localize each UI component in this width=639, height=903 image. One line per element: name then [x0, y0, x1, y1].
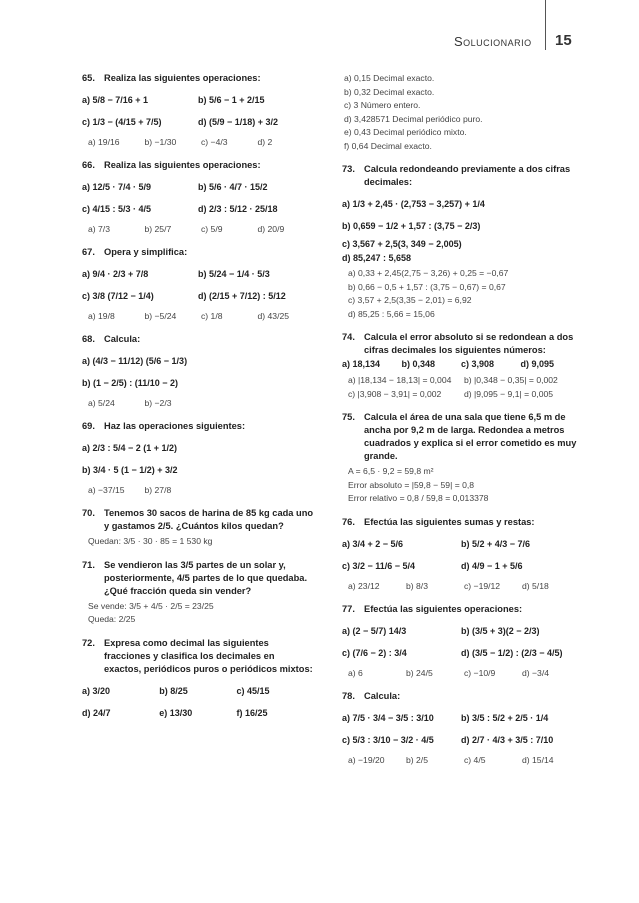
answer-a: a) 19/8 — [88, 311, 115, 321]
answer-c: c) −19/12 — [464, 580, 501, 591]
exercise-67 — [82, 246, 314, 323]
exercise-number: 68. — [82, 334, 95, 344]
item-d: d) 24/7 — [82, 707, 111, 718]
item-d: d) 2/7 · 4/3 + 3/5 : 7/10 — [461, 734, 554, 745]
exercise-number: 76. — [342, 516, 355, 527]
answer-b: b) 24/5 — [406, 667, 433, 678]
exercise-number: 70. — [82, 508, 95, 518]
answer-d: d) 2 — [257, 137, 273, 147]
page-number: 15 — [555, 32, 572, 49]
exercise-items — [342, 357, 580, 371]
item-d: d) (3/5 − 1/2) : (2/3 − 4/5) — [461, 647, 563, 658]
item-a: a) 3/20 — [82, 685, 111, 696]
answer-a: a) −19/20 — [348, 754, 385, 765]
exercise-number: 67. — [82, 247, 95, 257]
item-d: d) 85,247 : 5,658 — [342, 253, 412, 263]
answer-b: b) |0,348 − 0,35| = 0,002 — [464, 375, 558, 385]
solution-line: d) 85,25 : 5,66 = 15,06 — [348, 308, 435, 319]
exercise-number: 78. — [342, 690, 355, 701]
exercise-statement: Tenemos 30 sacos de harina de 85 kg cada uno y gastamos 2/5. ¿Cuántos kilos quedan? — [104, 508, 314, 531]
item-b: b) (3/5 + 3)(2 − 2/3) — [461, 625, 540, 636]
item-a: a) 1/3 + 2,45 · (2,753 − 3,257) + 1/4 — [342, 199, 485, 209]
exercise-number: 72. — [82, 637, 95, 648]
exercise-69 — [82, 420, 314, 497]
solution-line: c) 3,57 + 2,5(3,35 − 2,01) = 6,92 — [348, 295, 472, 305]
item-c: c) 5/3 : 3/10 − 3/2 · 4/5 — [342, 734, 434, 745]
exercise-statement: Calcula el área de una sala que tiene 6,5 m de ancha por 9,2 m de larga. Redondea a metros cuadrados y explica si el error cometido es muy grande. — [364, 412, 577, 461]
item-b: b) 5/6 · 4/7 · 15/2 — [198, 182, 268, 192]
exercise-items — [342, 193, 580, 265]
item-a: a) 7/5 · 3/4 − 3/5 : 3/10 — [342, 712, 434, 723]
exercise-number: 74. — [342, 332, 355, 342]
item-b: b) (1 − 2/5) : (11/10 − 2) — [82, 378, 179, 388]
item-a: a) 12/5 · 7/4 · 5/9 — [82, 182, 152, 192]
exercise-number: 66. — [82, 160, 95, 170]
exercise-statement: Calcula: — [104, 334, 141, 344]
item-a: a) 2/3 : 5/4 − 2 (1 + 1/2) — [82, 443, 178, 453]
item-c: c) 45/15 — [236, 685, 270, 696]
answer-b: b) 0,32 Decimal exacto. — [344, 86, 435, 97]
item-a: a) 5/8 − 7/16 + 1 — [82, 95, 149, 105]
exercise-number: 71. — [82, 559, 95, 570]
solution — [342, 465, 580, 506]
exercise-73 — [342, 163, 580, 321]
item-e: e) 13/30 — [159, 707, 193, 718]
answer-c: c) −4/3 — [201, 137, 228, 147]
solution-line: A = 6,5 · 9,2 = 59,8 m² — [348, 466, 434, 476]
item-c: c) 3/8 (7/12 − 1/4) — [82, 291, 154, 301]
item-b: b) 5/6 − 1 + 2/15 — [198, 95, 265, 105]
answer-b: b) 8/3 — [406, 580, 428, 591]
answers — [342, 666, 580, 680]
answers — [342, 579, 580, 593]
exercise-65 — [82, 72, 314, 149]
answer-c: c) 5/9 — [201, 224, 223, 234]
answer-b: b) −5/24 — [144, 311, 177, 321]
exercise-77 — [342, 603, 580, 680]
item-b: b) 0,659 − 1/2 + 1,57 : (3,75 − 2/3) — [342, 221, 481, 231]
solution — [342, 267, 580, 321]
exercise-items — [342, 533, 580, 577]
header-title: Solucionario — [454, 34, 532, 49]
exercise-number: 75. — [342, 412, 355, 422]
item-b: b) 5/2 + 4/3 − 7/6 — [461, 538, 531, 549]
item-c: c) 3/2 − 11/6 − 5/4 — [342, 560, 416, 571]
item-b: b) 0,348 — [401, 359, 436, 369]
exercise-statement: Calcula el error absoluto si se redondean a dos cifras decimales los siguientes números: — [364, 332, 574, 355]
exercise-76 — [342, 516, 580, 593]
answer-a: a) 6 — [348, 667, 363, 678]
answers — [342, 753, 580, 767]
item-b: b) 3/4 · 5 (1 − 1/2) + 3/2 — [82, 465, 178, 475]
exercise-statement: Opera y simplifica: — [104, 247, 188, 257]
exercise-statement: Realiza las siguientes operaciones: — [104, 73, 261, 83]
exercise-66 — [82, 159, 314, 236]
solution-line: Queda: 2/25 — [88, 614, 136, 624]
answer-b: b) −1/30 — [144, 137, 177, 147]
solution-line: b) 0,66 − 0,5 + 1,57 : (3,75 − 0,67) = 0,67 — [348, 281, 506, 292]
left-column — [82, 72, 314, 734]
item-a: a) 9/4 · 2/3 + 7/8 — [82, 269, 149, 279]
answer-e: e) 0,43 Decimal periódico mixto. — [344, 127, 467, 137]
exercise-70 — [82, 507, 314, 549]
answer-a: a) 23/12 — [348, 580, 380, 591]
answer-a: a) 0,15 Decimal exacto. — [344, 73, 435, 83]
answer-b: b) −2/3 — [144, 398, 172, 408]
answer-d: d) −3/4 — [522, 667, 549, 678]
answer-d: d) 3,428571 Decimal periódico puro. — [344, 113, 483, 124]
item-b: b) 3/5 : 5/2 + 2/5 · 1/4 — [461, 712, 549, 723]
answer-c: c) |3,908 − 3,91| = 0,002 — [348, 389, 442, 399]
answer-b: b) 2/5 — [406, 754, 428, 765]
item-c: c) (7/6 − 2) : 3/4 — [342, 647, 407, 658]
exercise-statement: Calcula redondeando previamente a dos cifras decimales: — [364, 164, 571, 187]
solution-line: a) 0,33 + 2,45(2,75 − 3,26) + 0,25 = −0,67 — [348, 268, 509, 278]
item-a: a) (4/3 − 11/12) (5/6 − 1/3) — [82, 356, 188, 366]
answer-d: d) 5/18 — [522, 580, 549, 591]
item-d: d) (5/9 − 1/18) + 3/2 — [198, 117, 279, 127]
exercise-items — [342, 707, 580, 751]
answer-d: d) 43/25 — [257, 311, 290, 321]
answer-c: c) 3 Número entero. — [344, 100, 421, 110]
answer-f: f) 0,64 Decimal exacto. — [344, 140, 432, 151]
exercise-78 — [342, 690, 580, 767]
solution-line: Error relativo = 0,8 / 59,8 = 0,013378 — [348, 493, 489, 503]
right-column — [342, 72, 580, 777]
answer-d: d) 20/9 — [257, 224, 285, 234]
answers — [82, 309, 314, 323]
exercise-items — [82, 437, 314, 481]
exercise-statement: Expresa como decimal las siguientes fracciones y clasifica los decimales en exactos, periódicos puros o periódicos mixtos: — [104, 637, 313, 674]
answer-a: a) 7/3 — [88, 224, 110, 234]
item-d: d) (2/15 + 7/12) : 5/12 — [198, 291, 286, 301]
exercise-statement: Realiza las siguientes operaciones: — [104, 160, 261, 170]
item-c: c) 3,567 + 2,5(3, 349 − 2,005) — [342, 239, 462, 249]
answer-a: a) 5/24 — [88, 398, 115, 408]
answer-a: a) 19/16 — [88, 137, 120, 147]
solution — [82, 600, 314, 627]
exercise-items — [82, 176, 314, 220]
item-a: a) 3/4 + 2 − 5/6 — [342, 538, 404, 549]
exercise-74 — [342, 331, 580, 401]
item-d: d) 4/9 − 1 + 5/6 — [461, 560, 523, 571]
item-d: d) 2/3 : 5/12 · 25/18 — [198, 204, 278, 214]
exercise-71 — [82, 559, 314, 627]
exercise-number: 69. — [82, 421, 95, 431]
header-divider — [545, 0, 546, 50]
solution-line: Quedan: 3/5 · 30 · 85 = 1 530 kg — [88, 536, 213, 546]
item-f: f) 16/25 — [236, 707, 268, 718]
answer-d: d) 15/14 — [522, 754, 554, 765]
answers — [82, 222, 314, 236]
answers — [342, 373, 580, 401]
item-c: c) 4/15 : 5/3 · 4/5 — [82, 204, 152, 214]
item-a: a) 18,134 — [342, 359, 381, 369]
exercise-statement: Se vendieron las 3/5 partes de un solar y, posteriormente, 4/5 partes de lo que quedaba. ¿Qué fracción queda sin vender? — [104, 559, 308, 596]
exercise-75 — [342, 411, 580, 506]
item-b: b) 8/25 — [159, 685, 188, 696]
exercise-72-answers — [342, 72, 580, 153]
exercise-number: 73. — [342, 164, 355, 174]
answers — [82, 396, 314, 410]
exercise-items — [82, 350, 314, 394]
item-c: c) 1/3 − (4/15 + 7/5) — [82, 117, 162, 127]
exercise-number: 65. — [82, 73, 95, 83]
answers — [82, 135, 314, 149]
item-a: a) (2 − 5/7) 14/3 — [342, 625, 407, 636]
exercise-statement: Efectúa las siguientes operaciones: — [364, 603, 523, 614]
exercise-items — [342, 620, 580, 664]
solution — [82, 535, 314, 549]
solution-line: Error absoluto = |59,8 − 59| = 0,8 — [348, 479, 475, 490]
exercise-number: 77. — [342, 603, 355, 614]
exercise-statement: Calcula: — [364, 690, 401, 701]
answer-c: c) −10/9 — [464, 667, 496, 678]
answer-a: a) −37/15 — [88, 485, 125, 495]
exercise-68 — [82, 333, 314, 410]
exercise-items — [82, 680, 314, 724]
answer-a: a) |18,134 − 18,13| = 0,004 — [348, 375, 452, 385]
answer-c: c) 1/8 — [201, 311, 223, 321]
answer-d: d) |9,095 − 9,1| = 0,005 — [464, 389, 554, 399]
exercise-items — [82, 89, 314, 133]
page-header — [0, 0, 639, 60]
answer-b: b) 25/7 — [144, 224, 172, 234]
exercise-statement: Haz las operaciones siguientes: — [104, 421, 246, 431]
exercise-72 — [82, 637, 314, 724]
answer-c: c) 4/5 — [464, 754, 486, 765]
item-c: c) 3,908 — [461, 359, 495, 369]
answers — [82, 483, 314, 497]
item-d: d) 9,095 — [520, 359, 555, 369]
exercise-items — [82, 263, 314, 307]
exercise-statement: Efectúa las siguientes sumas y restas: — [364, 516, 535, 527]
answer-b: b) 27/8 — [144, 485, 172, 495]
item-b: b) 5/24 − 1/4 · 5/3 — [198, 269, 270, 279]
solution-line: Se vende: 3/5 + 4/5 · 2/5 = 23/25 — [88, 600, 214, 611]
